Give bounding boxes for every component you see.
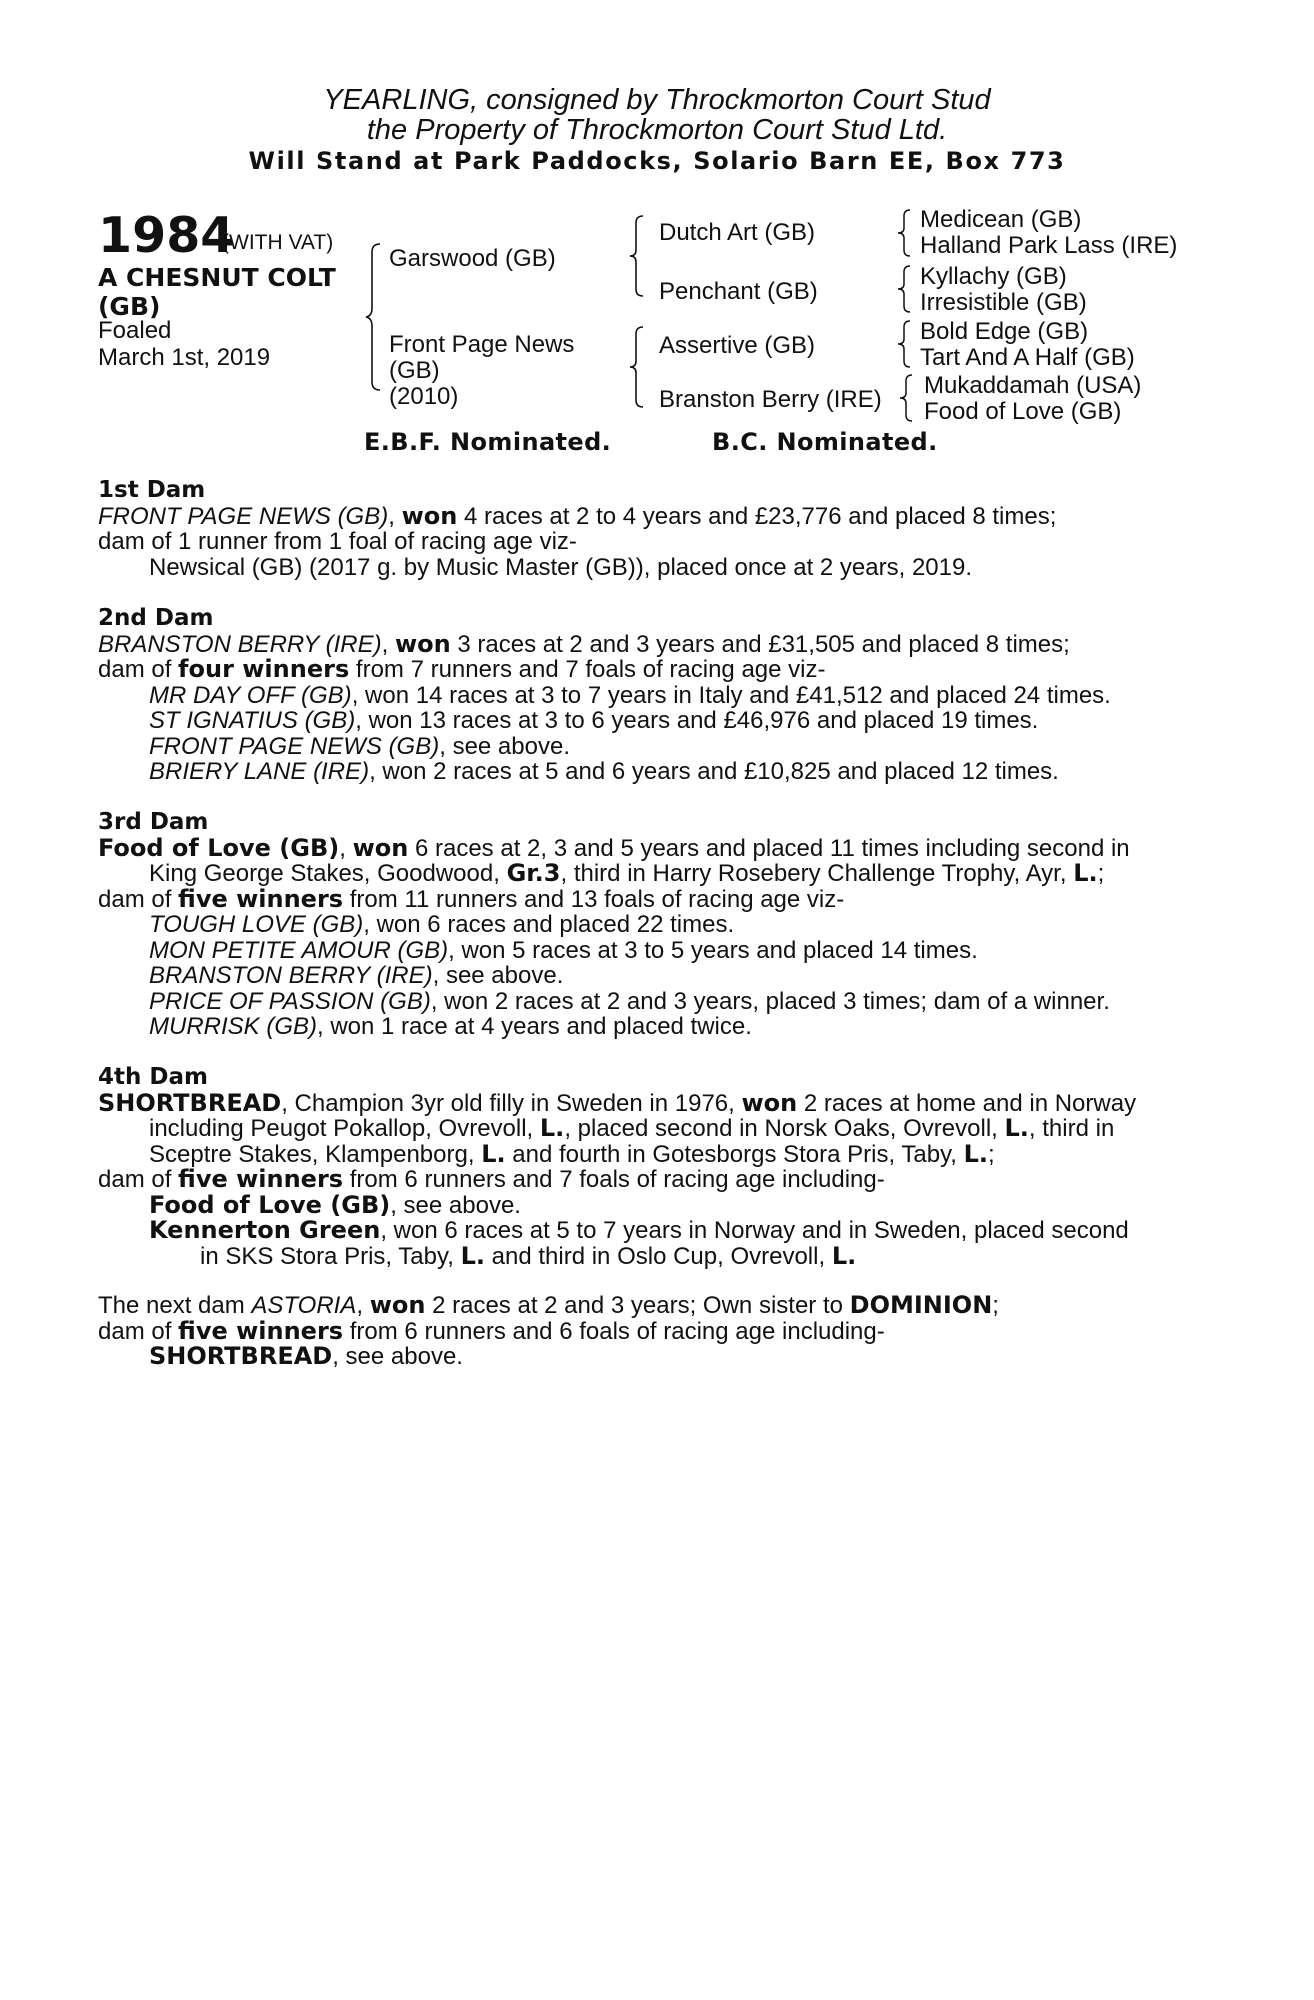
pedigree-sire: Garswood (GB): [389, 245, 556, 272]
next-dam-offspring: SHORTBREAD, see above.: [149, 1342, 463, 1370]
first-dam-line: FRONT PAGE NEWS (GB), won 4 races at 2 to 4 years and £23,776 and placed 8 times;: [98, 501, 1057, 530]
second-dam-heading: 2nd Dam: [98, 605, 214, 631]
fourth-dam-offspring: Food of Love (GB), see above.: [149, 1190, 521, 1219]
pedigree-gen3-7: Mukaddamah (USA): [924, 372, 1142, 399]
pedigree-dam-sire: Assertive (GB): [659, 332, 816, 359]
pedigree-gen3-8: Food of Love (GB): [924, 398, 1122, 425]
pedigree-gen3-2: Halland Park Lass (IRE): [920, 232, 1178, 259]
third-dam-line: Food of Love (GB), won 6 races at 2, 3 and 5 years and placed 11 times including second in: [98, 833, 1130, 862]
pedigree-dam-line-3: (2010): [389, 383, 459, 410]
pedigree-brace-3b: [896, 264, 914, 314]
fourth-dam-line-3: Sceptre Stakes, Klampenborg, L. and fourth in Gotesborgs Stora Pris, Taby, L.;: [149, 1139, 995, 1168]
third-dam-line-2: King George Stakes, Goodwood, Gr.3, third in Harry Rosebery Challenge Trophy, Ayr, L.;: [149, 859, 1105, 887]
third-dam-offspring: PRICE OF PASSION (GB), won 2 races at 2 and 3 years, placed 3 times; dam of a winner.: [149, 987, 1110, 1015]
pedigree-gen3-5: Bold Edge (GB): [920, 318, 1089, 345]
third-dam-produce-line: dam of five winners from 11 runners and 13 foals of racing age viz-: [98, 884, 845, 913]
second-dam-offspring: ST IGNATIUS (GB), won 13 races at 3 to 6 years and £46,976 and placed 19 times.: [149, 707, 1039, 734]
pedigree-dam-dam: Branston Berry (IRE): [659, 386, 882, 413]
pedigree-brace-2a: [628, 214, 648, 298]
fourth-dam-offspring: Kennerton Green, won 6 races at 5 to 7 years in Norway and in Sweden, placed second: [149, 1216, 1129, 1244]
header-location: Will Stand at Park Paddocks, Solario Barn EE, Box 773: [248, 147, 1066, 175]
fourth-dam-line-2: including Peugot Pokallop, Ovrevoll, L., placed second in Norsk Oaks, Ovrevoll, L., third in: [149, 1114, 1115, 1142]
pedigree-gen3-4: Irresistible (GB): [920, 289, 1087, 316]
pedigree-brace-1: [364, 242, 386, 392]
pedigree-brace-2b: [628, 325, 648, 409]
first-dam-heading: 1st Dam: [98, 477, 206, 503]
fourth-dam-section: [98, 1065, 1218, 1269]
third-dam-offspring: TOUGH LOVE (GB), won 6 races and placed 22 times.: [149, 911, 735, 938]
second-dam-line: BRANSTON BERRY (IRE), won 3 races at 2 and 3 years and £31,505 and placed 8 times;: [98, 629, 1070, 658]
fourth-dam-heading: 4th Dam: [98, 1064, 208, 1090]
first-dam-section: [98, 478, 1218, 580]
third-dam-offspring: BRANSTON BERRY (IRE), see above.: [149, 962, 564, 989]
lot-description: A CHESNUT COLT (GB): [98, 263, 336, 321]
third-dam-heading: 3rd Dam: [98, 809, 209, 835]
header-consignor: YEARLING, consigned by Throckmorton Court Stud: [323, 84, 991, 116]
second-dam-offspring: MR DAY OFF (GB), won 14 races at 3 to 7 years in Italy and £41,512 and placed 24 times.: [149, 681, 1111, 709]
foaled-date: March 1st, 2019: [98, 344, 271, 371]
pedigree-brace-3d: [898, 373, 916, 423]
pedigree-brace-3c: [896, 319, 914, 369]
third-dam-section: [98, 810, 1218, 1040]
pedigree-sire-sire: Dutch Art (GB): [659, 219, 816, 246]
first-dam-offspring: Newsical (GB) (2017 g. by Music Master (GB)), placed once at 2 years, 2019.: [149, 553, 972, 581]
pedigree-gen3-1: Medicean (GB): [920, 206, 1082, 233]
vat-note: (WITH VAT): [222, 231, 334, 254]
ebf-nomination: E.B.F. Nominated.: [364, 428, 612, 456]
second-dam-produce-line: dam of four winners from 7 runners and 7 foals of racing age viz-: [98, 655, 826, 683]
header-property: the Property of Throckmorton Court Stud Ltd.: [366, 114, 948, 146]
bc-nomination: B.C. Nominated.: [712, 428, 938, 456]
third-dam-offspring: MURRISK (GB), won 1 race at 4 years and placed twice.: [149, 1013, 752, 1040]
second-dam-offspring: BRIERY LANE (IRE), won 2 races at 5 and 6 years and £10,825 and placed 12 times.: [149, 758, 1059, 785]
pedigree-sire-dam: Penchant (GB): [659, 278, 818, 305]
third-dam-offspring: MON PETITE AMOUR (GB), won 5 races at 3 to 5 years and placed 14 times.: [149, 936, 978, 964]
fourth-dam-offspring-cont: in SKS Stora Pris, Taby, L. and third in Oslo Cup, Ovrevoll, L.: [200, 1241, 857, 1270]
next-dam-line: The next dam ASTORIA, won 2 races at 2 and 3 years; Own sister to DOMINION;: [98, 1291, 999, 1319]
pedigree-gen3-6: Tart And A Half (GB): [920, 344, 1135, 371]
pedigree-dam-line-2: (GB): [389, 357, 440, 384]
lot-number: 1984: [98, 207, 235, 264]
second-dam-section: [98, 606, 1218, 785]
pedigree-brace-3a: [896, 208, 914, 258]
pedigree-gen3-3: Kyllachy (GB): [920, 263, 1067, 290]
first-dam-produce-line: dam of 1 runner from 1 foal of racing age viz-: [98, 528, 577, 555]
next-dam-produce-line: dam of five winners from 6 runners and 6 foals of racing age including-: [98, 1316, 885, 1345]
second-dam-offspring: FRONT PAGE NEWS (GB), see above.: [149, 732, 570, 760]
fourth-dam-produce-line: dam of five winners from 6 runners and 7 foals of racing age including-: [98, 1165, 885, 1193]
pedigree-dam-line-1: Front Page News: [389, 331, 575, 358]
fourth-dam-line: SHORTBREAD, Champion 3yr old filly in Sweden in 1976, won 2 races at home and in Norway: [98, 1088, 1137, 1117]
foaled-label: Foaled: [98, 317, 172, 344]
next-dam-section: [98, 1293, 1218, 1370]
